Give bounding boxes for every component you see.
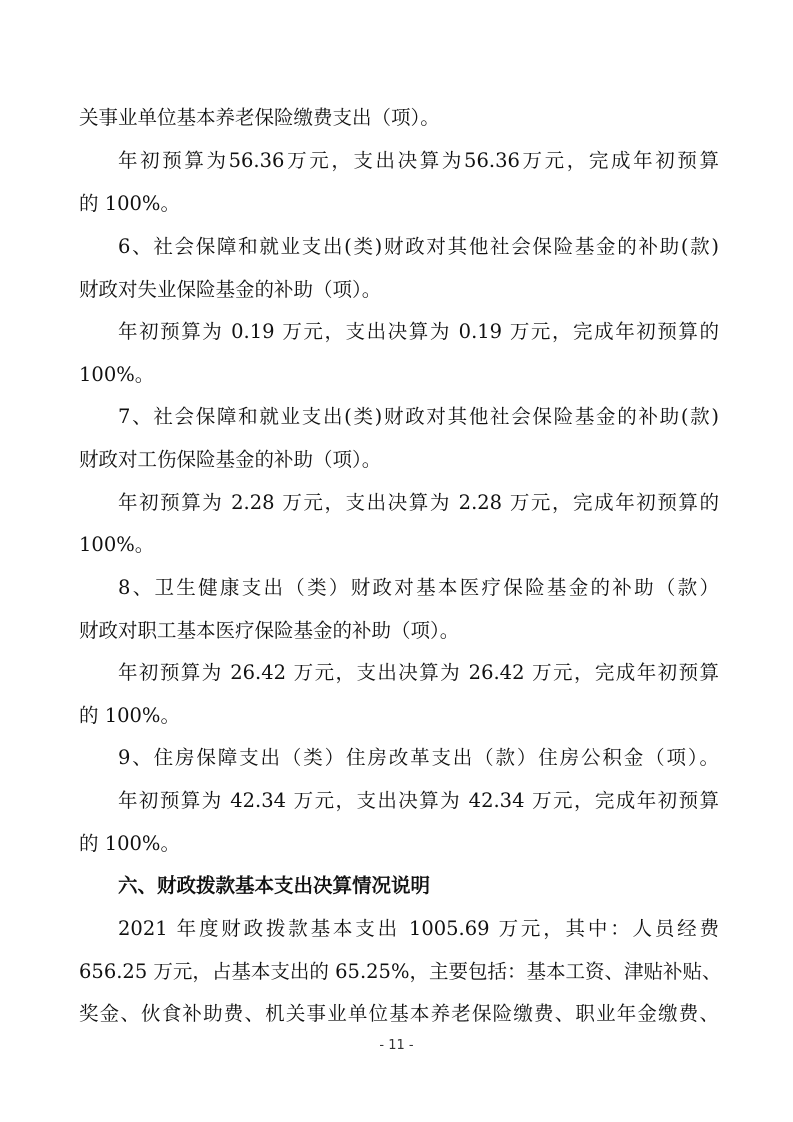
paragraph-line: 奖金、伙食补助费、机关事业单位基本养老保险缴费、职业年金缴费、 [79,1002,719,1025]
paragraph-line: 2021 年度财政拨款基本支出 1005.69 万元，其中：人员经费 [118,917,719,940]
paragraph-line: 年初预算为 0.19 万元，支出决算为 0.19 万元，完成年初预算的 [118,320,719,343]
page-number: - 11 - [379,1038,414,1053]
paragraph-line: 财政对工伤保险基金的补助（项）。 [79,448,382,471]
paragraph-line: 年初预算为56.36万元，支出决算为56.36万元，完成年初预算 [118,149,719,172]
paragraph-line: 年初预算为 42.34 万元，支出决算为 42.34 万元，完成年初预算 [118,789,719,812]
paragraph-line: 关事业单位基本养老保险缴费支出（项）。 [79,106,440,129]
paragraph-line: 656.25 万元，占基本支出的 65.25%，主要包括：基本工资、津贴补贴、 [79,960,722,983]
paragraph-line: 年初预算为 2.28 万元，支出决算为 2.28 万元，完成年初预算的 [118,491,719,514]
paragraph-line: 财政对职工基本医疗保险基金的补助（项）。 [79,619,460,642]
paragraph-line: 年初预算为 26.42 万元，支出决算为 26.42 万元，完成年初预算 [118,661,719,684]
paragraph-line: 100%。 [79,363,155,386]
paragraph-line: 财政对失业保险基金的补助（项）。 [79,278,382,301]
paragraph-line: 的 100%。 [79,704,180,727]
paragraph-line: 8、卫生健康支出（类）财政对基本医疗保险基金的补助（款） [118,576,719,599]
paragraph-line: 的 100%。 [79,832,180,855]
paragraph-line: 9、住房保障支出（类）住房改革支出（款）住房公积金（项）。 [118,746,719,769]
paragraph-line: 6、社会保障和就业支出(类)财政对其他社会保险基金的补助(款) [118,235,719,258]
section-heading: 六、财政拨款基本支出决算情况说明 [118,874,431,897]
paragraph-line: 100%。 [79,533,155,556]
paragraph-line: 7、社会保障和就业支出(类)财政对其他社会保险基金的补助(款) [118,405,719,428]
paragraph-line: 的 100%。 [79,192,180,215]
